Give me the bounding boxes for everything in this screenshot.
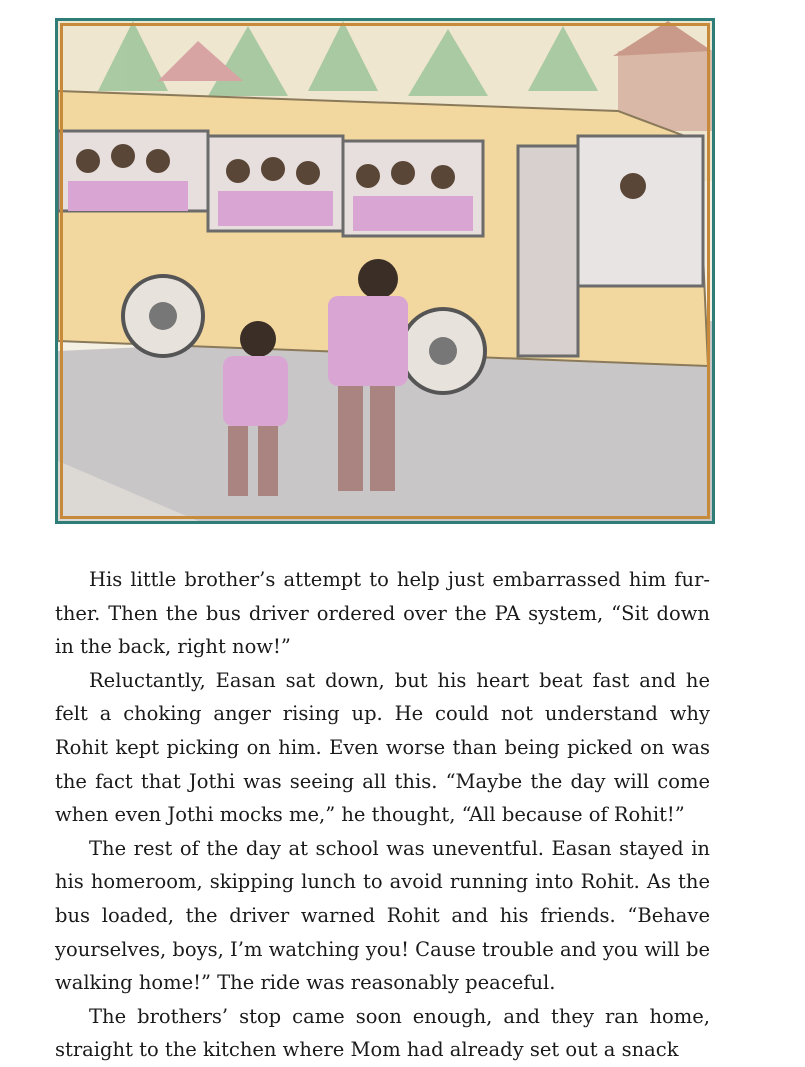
story-text xyxy=(55,563,710,1067)
bus-scene-drawing xyxy=(58,21,712,521)
paragraph: The rest of the day at school was uneventful. Easan stayed in his homeroom, skipping lunch to avoid running into Rohit. As the bus loaded, the driver warned Rohit and his friends. “Behave yourselves, boys, I’m watching you! Cause trouble and you will be walking home!” The ride was reasonably peaceful. xyxy=(55,836,710,995)
paragraph: Reluctantly, Easan sat down, but his heart beat fast and he felt a choking anger rising up. He could not understand why Rohit kept picking on him. Even worse than being picked on was the fact that Jothi was seeing all this. “Maybe the day will come when even Jothi mocks me,” he thought, “All because of Rohit!” xyxy=(55,668,710,827)
bus-scene-illustration xyxy=(55,18,715,524)
paragraph: The brothers’ stop came soon enough, and they ran home, straight to the kitchen where Mom had already set out a snack xyxy=(55,1004,710,1062)
paragraph: His little brother’s attempt to help just embarrassed him fur- ther. Then the bus driver ordered over the PA system, “Sit down in the back, right now!” xyxy=(55,568,710,659)
